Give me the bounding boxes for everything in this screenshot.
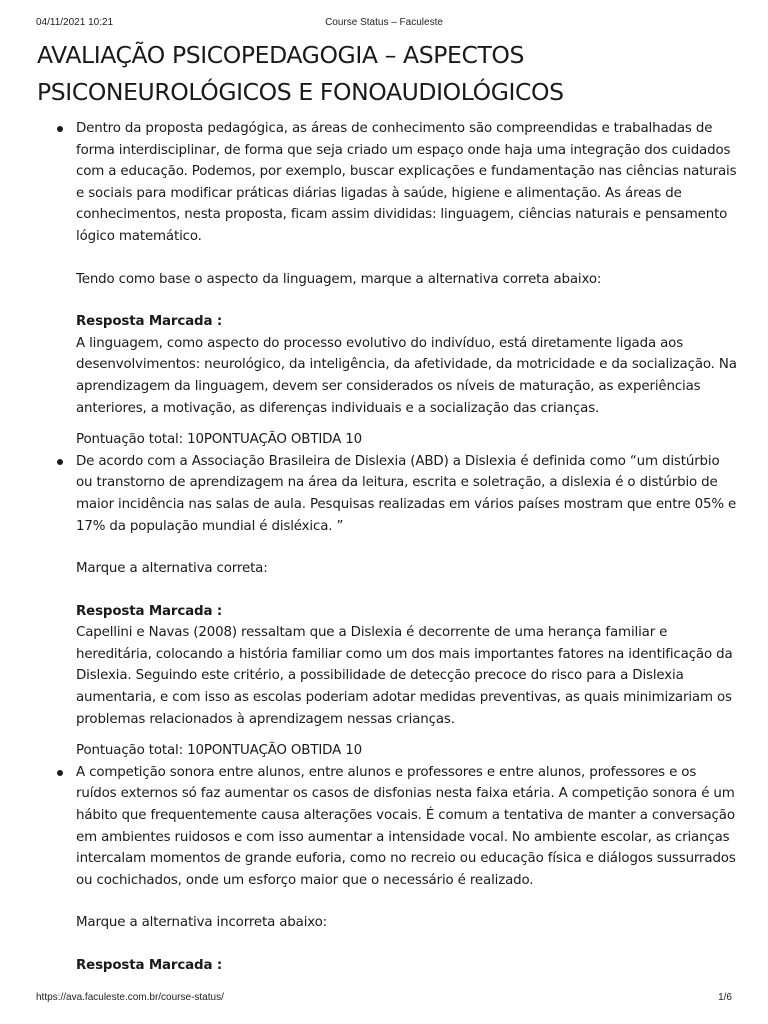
answer-label: Resposta Marcada :: [76, 603, 223, 619]
question-statement: A competição sonora entre alunos, entre alunos e professores e entre alunos, professores e os ruídos externos só faz aumentar os casos de disfonias nesta faixa etária. A competição sonora é um hábito que frequentemente causa alterações vocais. É comum a tentativa de manter a conversação em ambientes ruidosos e com isso aumentar a intensidade vocal. No ambiente escolar, as crianças intercalam momentos de grande euforia, como no recreio ou educação física e diálogos sussurrados ou cochichados, onde um esforço maior que o necessário é realizado.: [76, 764, 736, 888]
main-content: [37, 37, 737, 977]
question-prompt: Marque a alternativa correta:: [76, 561, 268, 577]
print-doc-title: Course Status – Faculeste: [325, 17, 443, 28]
question-statement: De acordo com a Associação Brasileira de Dislexia (ABD) a Dislexia é definida como “um distúrbio ou transtorno de aprendizagem na área da leitura, escrita e soletração, a dislexia é o distúrbio de maior incidência nas salas de aula. Pesquisas realizadas em vários países mostram que entre 05% e 17% da população mundial é disléxica. ”: [76, 453, 737, 534]
print-url: https://ava.faculeste.com.br/course-status/: [36, 992, 224, 1003]
answer-text: Capellini e Navas (2008) ressaltam que a Dislexia é decorrente de uma herança familiar e hereditária, colocando a história familiar como um dos mais importantes fatores na identificação da Dislexia. Seguindo este critério, a possibilidade de detecção precoce do risco para a Dislexia aumentaria, e com isso as escolas poderiam adotar medidas preventivas, as quais minimizariam os problemas relacionados à aprendizagem nessas crianças.: [76, 625, 733, 727]
print-date: 04/11/2021 10:21: [36, 17, 114, 28]
answer-text: A linguagem, como aspecto do processo evolutivo do indivíduo, está diretamente ligada aos desenvolvimentos: neurológico, da inteligência, da afetividade, da motricidade e da socialização. Na aprendizagem da linguagem, devem ser considerados os níveis de maturação, as experiências anteriores, a motivação, as diferenças individuais e a socialização das crianças.: [76, 335, 737, 416]
bullet-icon: [57, 126, 63, 132]
question-prompt: Tendo como base o aspecto da linguagem, marque a alternativa correta abaixo:: [76, 271, 602, 287]
print-header: [36, 17, 732, 31]
question-statement: Dentro da proposta pedagógica, as áreas de conhecimento são compreendidas e trabalhadas de forma interdisciplinar, de forma que seja criado um espaço onde haja uma integração dos cuidados com a educação. Podemos, por exemplo, buscar explicações e fundamentação nas ciências naturais e sociais para modificar práticas diárias ligadas à saúde, higiene e alimentação. As áreas de conhecimentos, nesta proposta, ficam assim divididas: linguagem, ciências naturais e pensamento lógico matemático.: [76, 121, 737, 244]
question-prompt: Marque a alternativa incorreta abaixo:: [76, 915, 328, 931]
score-text: Pontuação total: 10PONTUAÇÃO OBTIDA 10: [76, 743, 362, 759]
answer-label: Resposta Marcada :: [76, 314, 223, 330]
question-item-2: [37, 451, 737, 762]
page-number: 1/6: [718, 992, 732, 1003]
print-footer: [36, 992, 732, 1006]
question-list: [37, 118, 737, 977]
question-item-3: [37, 762, 737, 977]
page-title: AVALIAÇÃO PSICOPEDAGOGIA – ASPECTOS PSICONEUROLÓGICOS E FONOAUDIOLÓGICOS: [37, 41, 564, 106]
question-item-1: [37, 118, 737, 451]
answer-label: Resposta Marcada :: [76, 958, 223, 973]
bullet-icon: [57, 770, 63, 776]
score-text: Pontuação total: 10PONTUAÇÃO OBTIDA 10: [76, 432, 362, 448]
bullet-icon: [57, 459, 63, 465]
